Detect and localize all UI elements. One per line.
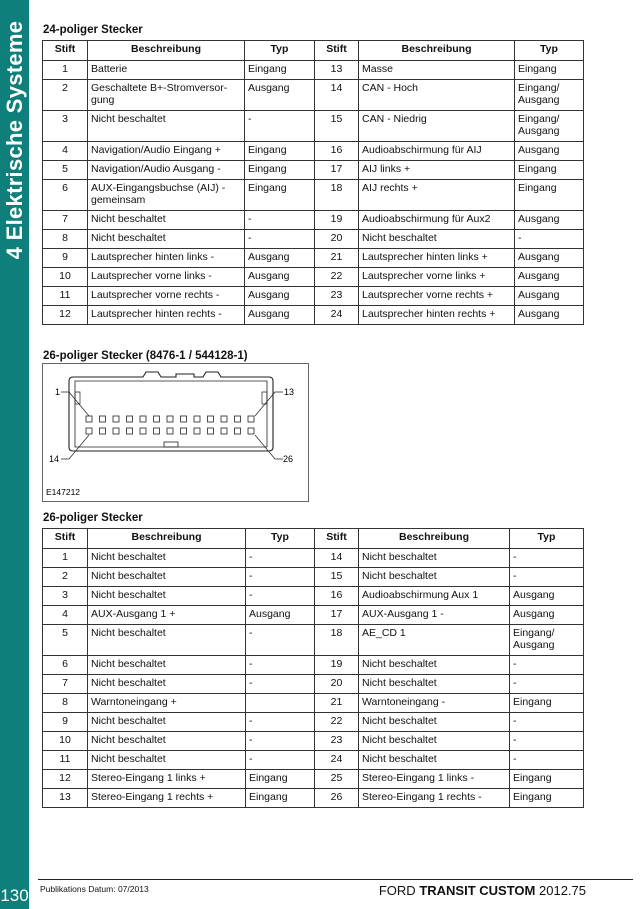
table-row (43, 568, 584, 587)
description-cell: Nicht beschaltet (359, 675, 510, 694)
type-cell: Eingang (515, 180, 584, 211)
connector-pin (140, 428, 146, 434)
table-row (43, 268, 584, 287)
pin-number-cell: 9 (43, 249, 88, 268)
description-cell: CAN - Hoch (359, 80, 515, 111)
type-cell: - (510, 713, 584, 732)
connector-pin (248, 428, 254, 434)
type-cell: - (246, 732, 315, 751)
pin-number-cell: 12 (43, 306, 88, 325)
description-cell: Lautsprecher vorne rechts - (88, 287, 245, 306)
table-row (43, 549, 584, 568)
type-cell: - (510, 656, 584, 675)
type-cell: Eingang/ Ausgang (515, 80, 584, 111)
connector-pin (154, 428, 160, 434)
connector-pin (235, 416, 241, 422)
footer-model (379, 883, 586, 898)
description-cell: CAN - Niedrig (359, 111, 515, 142)
pin-number-cell: 23 (315, 732, 359, 751)
pin-number-cell: 4 (43, 606, 88, 625)
type-cell: Ausgang (515, 306, 584, 325)
connector-pin (127, 428, 133, 434)
description-cell: Lautsprecher hinten rechts + (359, 306, 515, 325)
column-header: Typ (246, 529, 315, 549)
pin-number-cell: 18 (315, 625, 359, 656)
pin-label-26: 26 (283, 454, 294, 464)
pin-number-cell: 13 (43, 789, 88, 808)
type-cell: Eingang/ Ausgang (515, 111, 584, 142)
type-cell: - (246, 713, 315, 732)
pin-number-cell: 22 (315, 268, 359, 287)
column-header: Typ (515, 41, 584, 61)
table-row (43, 180, 584, 211)
description-cell: Lautsprecher vorne links + (359, 268, 515, 287)
description-cell: AIJ rechts + (359, 180, 515, 211)
description-cell: Stereo-Eingang 1 links - (359, 770, 510, 789)
pin-number-cell: 16 (315, 587, 359, 606)
description-cell: Warntoneingang - (359, 694, 510, 713)
description-cell: AE_CD 1 (359, 625, 510, 656)
pin-number-cell: 2 (43, 568, 88, 587)
type-cell: - (246, 675, 315, 694)
type-cell: Ausgang (245, 268, 315, 287)
pin-number-cell: 1 (43, 549, 88, 568)
type-cell: Ausgang (246, 606, 315, 625)
table-row (43, 732, 584, 751)
description-cell: Nicht beschaltet (88, 587, 246, 606)
type-cell: - (246, 625, 315, 656)
pin-number-cell: 1 (43, 61, 88, 80)
type-cell: Ausgang (515, 211, 584, 230)
pin-number-cell: 14 (315, 549, 359, 568)
description-cell: Warntoneingang + (88, 694, 246, 713)
footer-model-name: TRANSIT CUSTOM (419, 883, 536, 898)
description-cell: Nicht beschaltet (359, 751, 510, 770)
connector-pin (100, 416, 106, 422)
type-cell: Eingang (246, 789, 315, 808)
type-cell: - (245, 211, 315, 230)
description-cell: AUX-Eingangsbuchse (AIJ) - gemeinsam (88, 180, 245, 211)
table-row (43, 751, 584, 770)
type-cell: - (510, 675, 584, 694)
pin-number-cell: 13 (315, 61, 359, 80)
pin-number-cell: 21 (315, 694, 359, 713)
leader-lines (61, 392, 283, 459)
connector-pin (208, 428, 214, 434)
table-header-row (43, 41, 584, 61)
description-cell: Nicht beschaltet (359, 656, 510, 675)
table-row (43, 694, 584, 713)
table-row (43, 287, 584, 306)
pin-number-cell: 6 (43, 656, 88, 675)
pin-label-14: 14 (49, 454, 60, 464)
pin-number-cell: 9 (43, 713, 88, 732)
type-cell: Eingang (515, 161, 584, 180)
table-row (43, 587, 584, 606)
footer-brand: FORD (378, 883, 416, 898)
table-row (43, 306, 584, 325)
connector-pin (194, 428, 200, 434)
pin-number-cell: 2 (43, 80, 88, 111)
type-cell: Ausgang (515, 268, 584, 287)
connector-pin (181, 428, 187, 434)
pin-table-24 (42, 40, 584, 325)
table-row (43, 675, 584, 694)
description-cell: Audioabschirmung für AIJ (359, 142, 515, 161)
connector-pin (86, 416, 92, 422)
type-cell: Eingang (246, 770, 315, 789)
description-cell: AUX-Ausgang 1 - (359, 606, 510, 625)
type-cell: Eingang (510, 694, 584, 713)
pin-number-cell: 15 (315, 568, 359, 587)
pin-number-cell: 17 (315, 606, 359, 625)
column-header: Stift (43, 529, 88, 549)
connector-pin (127, 416, 133, 422)
type-cell: Eingang (510, 789, 584, 808)
description-cell: Navigation/Audio Ausgang - (88, 161, 245, 180)
column-header: Stift (315, 529, 359, 549)
table-row (43, 161, 584, 180)
type-cell: Eingang (245, 142, 315, 161)
pin-number-cell: 20 (315, 675, 359, 694)
column-header: Stift (43, 41, 88, 61)
type-cell: - (510, 549, 584, 568)
pin-number-cell: 8 (43, 694, 88, 713)
connector-pin (235, 428, 241, 434)
publication-date: Publikations Datum: 07/2013 (40, 884, 149, 894)
type-cell: Ausgang (515, 287, 584, 306)
pin-number-cell: 14 (315, 80, 359, 111)
description-cell: Nicht beschaltet (88, 713, 246, 732)
diagram-heading: 26-poliger Stecker (8476-1 / 544128-1) (43, 350, 248, 362)
table-row (43, 606, 584, 625)
description-cell: AUX-Ausgang 1 + (88, 606, 246, 625)
column-header: Beschreibung (359, 529, 510, 549)
type-cell: Eingang (245, 61, 315, 80)
pin-number-cell: 19 (315, 656, 359, 675)
connector-diagram (42, 363, 309, 502)
pin-number-cell: 5 (43, 161, 88, 180)
type-cell: - (510, 751, 584, 770)
type-cell: Eingang (245, 180, 315, 211)
page-number: 130 (0, 886, 29, 905)
description-cell: Nicht beschaltet (359, 732, 510, 751)
table-row (43, 230, 584, 249)
table-row (43, 61, 584, 80)
description-cell: Nicht beschaltet (88, 211, 245, 230)
pin-number-cell: 18 (315, 180, 359, 211)
type-cell: - (246, 568, 315, 587)
description-cell: Nicht beschaltet (359, 549, 510, 568)
description-cell: AIJ links + (359, 161, 515, 180)
pin-number-cell: 7 (43, 675, 88, 694)
pin-number-cell: 12 (43, 770, 88, 789)
description-cell: Stereo-Eingang 1 rechts - (359, 789, 510, 808)
description-cell: Nicht beschaltet (359, 713, 510, 732)
type-cell: - (515, 230, 584, 249)
pin-number-cell: 24 (315, 306, 359, 325)
pin-number-cell: 3 (43, 587, 88, 606)
column-header: Stift (315, 41, 359, 61)
table-row (43, 80, 584, 111)
pin-grid (86, 416, 254, 434)
type-cell: - (246, 587, 315, 606)
description-cell: Nicht beschaltet (88, 549, 246, 568)
connector-pin (181, 416, 187, 422)
connector-pin (140, 416, 146, 422)
type-cell: Ausgang (510, 587, 584, 606)
type-cell: Eingang (245, 161, 315, 180)
footer-version: 2012.75 (539, 883, 586, 898)
pin-number-cell: 8 (43, 230, 88, 249)
type-cell: Ausgang (515, 142, 584, 161)
connector-pin (221, 428, 227, 434)
pin-number-cell: 15 (315, 111, 359, 142)
type-cell: Ausgang (245, 80, 315, 111)
type-cell: - (245, 230, 315, 249)
connector-housing (69, 372, 273, 451)
section2-heading: 26-poliger Stecker (43, 512, 143, 524)
description-cell: Stereo-Eingang 1 rechts + (88, 789, 246, 808)
description-cell: Lautsprecher vorne links - (88, 268, 245, 287)
description-cell: Nicht beschaltet (88, 625, 246, 656)
pin-number-cell: 23 (315, 287, 359, 306)
pin-number-cell: 5 (43, 625, 88, 656)
connector-pin (100, 428, 106, 434)
pin-number-cell: 19 (315, 211, 359, 230)
description-cell: Lautsprecher hinten rechts - (88, 306, 245, 325)
table-row (43, 656, 584, 675)
pin-number-cell: 3 (43, 111, 88, 142)
connector-pin (208, 416, 214, 422)
description-cell: Nicht beschaltet (88, 675, 246, 694)
chapter-title: 4 Elektrische Systeme (2, 20, 27, 260)
type-cell: Eingang (515, 61, 584, 80)
table-row (43, 713, 584, 732)
table-row (43, 142, 584, 161)
type-cell (246, 694, 315, 713)
connector-pin (154, 416, 160, 422)
pin-number-cell: 6 (43, 180, 88, 211)
figure-id: E147212 (46, 487, 81, 497)
description-cell: Lautsprecher hinten links + (359, 249, 515, 268)
pin-number-cell: 21 (315, 249, 359, 268)
type-cell: - (246, 751, 315, 770)
column-header: Beschreibung (88, 41, 245, 61)
table-row (43, 111, 584, 142)
table-row (43, 625, 584, 656)
description-cell: Nicht beschaltet (88, 568, 246, 587)
type-cell: Ausgang (515, 249, 584, 268)
connector-pin (167, 428, 173, 434)
pin-number-cell: 25 (315, 770, 359, 789)
connector-pin (86, 428, 92, 434)
description-cell: Nicht beschaltet (88, 230, 245, 249)
table-row (43, 211, 584, 230)
pin-number-cell: 24 (315, 751, 359, 770)
description-cell: Nicht beschaltet (88, 751, 246, 770)
connector-pin (167, 416, 173, 422)
connector-pin (113, 416, 119, 422)
pin-number-cell: 7 (43, 211, 88, 230)
type-cell: - (246, 549, 315, 568)
pin-number-cell: 16 (315, 142, 359, 161)
column-header: Typ (245, 41, 315, 61)
pin-number-cell: 4 (43, 142, 88, 161)
type-cell: Eingang/ Ausgang (510, 625, 584, 656)
type-cell: Eingang (510, 770, 584, 789)
description-cell: Nicht beschaltet (88, 111, 245, 142)
pin-number-cell: 10 (43, 268, 88, 287)
pin-number-cell: 17 (315, 161, 359, 180)
pin-number-cell: 26 (315, 789, 359, 808)
type-cell: Ausgang (245, 306, 315, 325)
description-cell: Nicht beschaltet (88, 732, 246, 751)
column-header: Beschreibung (88, 529, 246, 549)
type-cell: Ausgang (245, 249, 315, 268)
description-cell: Audioabschirmung für Aux2 (359, 211, 515, 230)
connector-pin (248, 416, 254, 422)
type-cell: - (510, 732, 584, 751)
description-cell: Nicht beschaltet (359, 230, 515, 249)
type-cell: - (245, 111, 315, 142)
connector-pin (113, 428, 119, 434)
description-cell: Navigation/Audio Eingang + (88, 142, 245, 161)
connector-pin (194, 416, 200, 422)
description-cell: Batterie (88, 61, 245, 80)
description-cell: Masse (359, 61, 515, 80)
pin-number-cell: 22 (315, 713, 359, 732)
type-cell: Ausgang (245, 287, 315, 306)
description-cell: Lautsprecher vorne rechts + (359, 287, 515, 306)
type-cell: - (246, 656, 315, 675)
column-header: Beschreibung (359, 41, 515, 61)
column-header: Typ (510, 529, 584, 549)
table-row (43, 770, 584, 789)
connector-pin (221, 416, 227, 422)
pin-label-1: 1 (55, 387, 61, 397)
pin-number-cell: 10 (43, 732, 88, 751)
pin-number-cell: 11 (43, 751, 88, 770)
description-cell: Lautsprecher hinten links - (88, 249, 245, 268)
description-cell: Audioabschirmung Aux 1 (359, 587, 510, 606)
pin-number-cell: 20 (315, 230, 359, 249)
type-cell: - (510, 568, 584, 587)
table-header-row (43, 529, 584, 549)
description-cell: Stereo-Eingang 1 links + (88, 770, 246, 789)
description-cell: Nicht beschaltet (359, 568, 510, 587)
table-row (43, 789, 584, 808)
footer-divider (38, 879, 633, 880)
description-cell: Geschaltete B+-Stromversor-gung (88, 80, 245, 111)
pin-label-13: 13 (284, 387, 295, 397)
type-cell: Ausgang (510, 606, 584, 625)
table-row (43, 249, 584, 268)
pin-table-26 (42, 528, 584, 808)
pin-number-cell: 11 (43, 287, 88, 306)
section1-heading: 24-poliger Stecker (43, 24, 143, 36)
description-cell: Nicht beschaltet (88, 656, 246, 675)
chapter-sidebar (0, 0, 29, 909)
